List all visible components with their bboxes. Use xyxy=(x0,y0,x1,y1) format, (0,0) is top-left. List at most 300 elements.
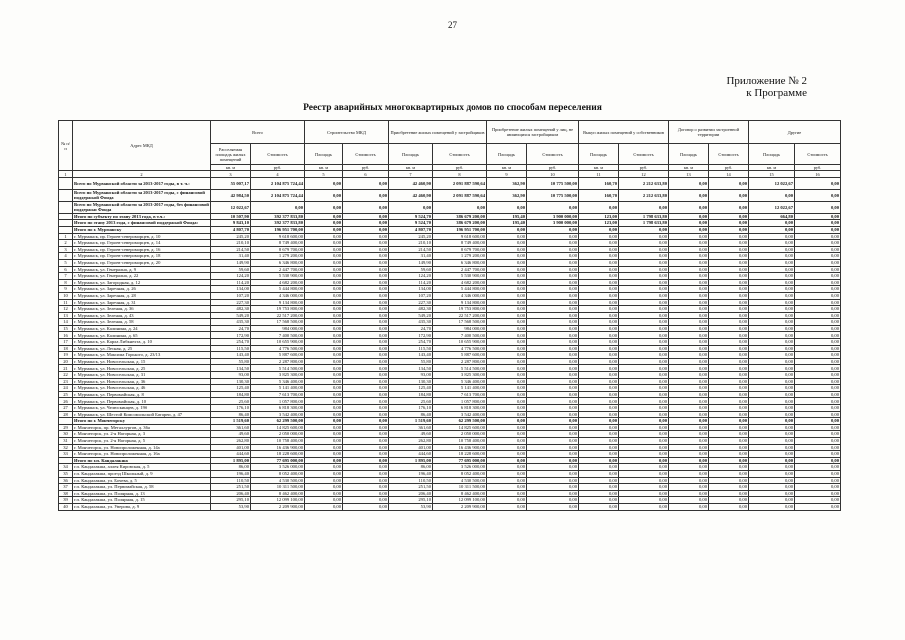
row-value: 0,00 xyxy=(527,266,579,273)
row-value: 392 377 833,80 xyxy=(251,220,305,227)
row-value: 0,00 xyxy=(619,273,669,280)
column-number: 9 xyxy=(487,171,527,177)
row-value: 0,00 xyxy=(305,220,343,227)
row-number: 4 xyxy=(59,253,73,260)
row-value: 0,00 xyxy=(749,266,795,273)
row-value: 4 776 500,00 xyxy=(251,345,305,352)
row-value: 0,00 xyxy=(709,352,749,359)
row-value: 0,00 xyxy=(619,253,669,260)
row-value: 0,00 xyxy=(579,345,619,352)
row-value: 0,00 xyxy=(709,332,749,339)
row-value: 93,00 xyxy=(389,372,433,379)
row-value: 0,00 xyxy=(527,464,579,471)
unit-cost: руб. xyxy=(709,165,749,171)
row-value: 0,00 xyxy=(487,358,527,365)
row-value: 0,00 xyxy=(487,418,527,425)
row-value: 196 951 700,00 xyxy=(251,226,305,233)
row-value: 24,70 xyxy=(211,325,251,332)
row-value: 134,00 xyxy=(211,286,251,293)
row-value: 0,00 xyxy=(619,279,669,286)
summary-row xyxy=(59,189,841,201)
row-number: 12 xyxy=(59,306,73,313)
row-value: 0,00 xyxy=(487,497,527,504)
row-value: 0,00 xyxy=(795,240,841,247)
row-value: 0,00 xyxy=(669,312,709,319)
row-value: 0,00 xyxy=(305,286,343,293)
row-value: 0,00 xyxy=(487,490,527,497)
row-value: 160,70 xyxy=(579,177,619,189)
row-number: 31 xyxy=(59,437,73,444)
row-value: 55 007,17 xyxy=(211,177,251,189)
table-row xyxy=(59,306,841,313)
table-row xyxy=(59,233,841,240)
row-value: 0,00 xyxy=(343,503,389,510)
row-value: 0,00 xyxy=(669,286,709,293)
row-value: 0,00 xyxy=(305,266,343,273)
row-value: 0,00 xyxy=(669,352,709,359)
row-value: 195,40 xyxy=(487,220,527,227)
row-value: 0,00 xyxy=(749,233,795,240)
row-value: 0,00 xyxy=(305,259,343,266)
row-value: 0,00 xyxy=(487,240,527,247)
row-value: 0,00 xyxy=(709,484,749,491)
row-value: 12 022,67 xyxy=(749,177,795,189)
row-value: 124,20 xyxy=(389,273,433,280)
row-value: 0,00 xyxy=(749,464,795,471)
row-value: 0,00 xyxy=(579,490,619,497)
row-value: 3 542 400,00 xyxy=(433,411,487,418)
row-value: 0,00 xyxy=(305,372,343,379)
row-value: 0,00 xyxy=(579,451,619,458)
row-value: 210,10 xyxy=(211,240,251,247)
row-value: 77 695 000,00 xyxy=(251,457,305,464)
row-value: 0,00 xyxy=(749,345,795,352)
row-value: 0,00 xyxy=(709,339,749,346)
row-address: г. Мончегорск, ул. 2-я Нагорная, д. 3 xyxy=(73,431,211,438)
row-value: 5 530 900,00 xyxy=(251,273,305,280)
row-value: 0,00 xyxy=(305,457,343,464)
row-address: г. Мурманск, ул. Первомайская, д. 10 xyxy=(73,398,211,405)
table-row xyxy=(59,490,841,497)
table-row xyxy=(59,253,841,260)
row-address: г.п. Кандалакша, ул. Полярная, д. 15 xyxy=(73,497,211,504)
row-value: 0,00 xyxy=(669,177,709,189)
row-number: 24 xyxy=(59,385,73,392)
row-value: 0,00 xyxy=(619,358,669,365)
row-value: 0,00 xyxy=(527,484,579,491)
column-number: 8 xyxy=(433,171,487,177)
row-value: 0,00 xyxy=(619,457,669,464)
col-cost: Стоимость xyxy=(709,144,749,165)
row-value: 3 526 000,00 xyxy=(433,464,487,471)
row-value: 0,00 xyxy=(795,306,841,313)
table-row xyxy=(59,385,841,392)
row-value: 245,20 xyxy=(211,233,251,240)
row-value: 0,00 xyxy=(527,332,579,339)
summary-row xyxy=(59,418,841,425)
row-value: 0,00 xyxy=(343,424,389,431)
row-value: 0,00 xyxy=(669,398,709,405)
row-value: 0,00 xyxy=(709,292,749,299)
row-value: 0,00 xyxy=(527,457,579,464)
row-value: 0,00 xyxy=(527,358,579,365)
table-row xyxy=(59,345,841,352)
row-value: 115,50 xyxy=(389,345,433,352)
row-value: 0,00 xyxy=(527,325,579,332)
row-value: 0,00 xyxy=(527,437,579,444)
row-number: 21 xyxy=(59,365,73,372)
row-value: 362,90 xyxy=(487,189,527,201)
row-value: 5 346 400,00 xyxy=(433,378,487,385)
row-value: 0,00 xyxy=(749,358,795,365)
table-row xyxy=(59,411,841,418)
row-value: 0,00 xyxy=(619,325,669,332)
row-value: 361,60 xyxy=(389,424,433,431)
unit-cost: руб. xyxy=(251,165,305,171)
row-number: 18 xyxy=(59,345,73,352)
row-address: г.п. Кандалакша, проезд Школьный, д. 9 xyxy=(73,470,211,477)
row-value: 0,00 xyxy=(487,385,527,392)
row-value: 10 775 500,00 xyxy=(527,189,579,201)
row-value: 0,00 xyxy=(305,319,343,326)
row-value: 392 377 833,80 xyxy=(251,213,305,220)
row-value: 0,00 xyxy=(305,405,343,412)
row-value: 0,00 xyxy=(749,253,795,260)
row-value: 6 346 800,00 xyxy=(433,259,487,266)
row-value: 0,00 xyxy=(527,240,579,247)
row-value: 0,00 xyxy=(709,411,749,418)
row-value: 0,00 xyxy=(619,477,669,484)
row-value: 0,00 xyxy=(669,299,709,306)
row-value: 0,00 xyxy=(579,286,619,293)
row-value: 0,00 xyxy=(343,201,389,213)
row-number: 2 xyxy=(59,240,73,247)
row-value: 0,00 xyxy=(487,259,527,266)
row-address: Итого по г. Мурманску xyxy=(73,226,211,233)
row-value: 0,00 xyxy=(343,189,389,201)
row-value: 0,00 xyxy=(305,385,343,392)
row-value: 0,00 xyxy=(669,259,709,266)
row-value: 0,00 xyxy=(749,378,795,385)
row-number xyxy=(59,220,73,227)
row-value: 0,00 xyxy=(669,332,709,339)
row-value: 0,00 xyxy=(251,201,305,213)
row-value: 184,80 xyxy=(211,391,251,398)
row-value: 0,00 xyxy=(305,325,343,332)
row-value: 0,00 xyxy=(795,484,841,491)
row-value: 0,00 xyxy=(749,451,795,458)
row-number: 35 xyxy=(59,470,73,477)
col-total-area: Расселяемая площадь жилых помещений xyxy=(211,144,251,165)
row-value: 386 679 200,00 xyxy=(433,213,487,220)
row-value: 107,20 xyxy=(211,292,251,299)
row-value: 0,00 xyxy=(619,385,669,392)
row-value: 2 050 000,00 xyxy=(433,431,487,438)
summary-row xyxy=(59,177,841,189)
row-value: 0,00 xyxy=(305,201,343,213)
row-value: 0,00 xyxy=(527,345,579,352)
row-value: 10 758 400,00 xyxy=(433,437,487,444)
row-value: 444,60 xyxy=(211,451,251,458)
row-value: 0,00 xyxy=(487,352,527,359)
row-value: 0,00 xyxy=(487,457,527,464)
row-value: 0,00 xyxy=(669,358,709,365)
row-value: 0,00 xyxy=(579,279,619,286)
row-value: 0,00 xyxy=(579,484,619,491)
row-value: 1 519,60 xyxy=(389,418,433,425)
row-number: 17 xyxy=(59,339,73,346)
row-value: 0,00 xyxy=(527,319,579,326)
row-address: г. Мурманск, ул. Зеленая, д. 58 xyxy=(73,319,211,326)
row-address: г.п. Кандалакша, ул. Полярная, д. 13 xyxy=(73,490,211,497)
row-value: 8 462 400,00 xyxy=(251,490,305,497)
row-value: 0,00 xyxy=(527,497,579,504)
row-value: 0,00 xyxy=(343,246,389,253)
row-value: 4 530 500,00 xyxy=(251,477,305,484)
row-address: г. Мурманск, ул. Калинина, д. 65 xyxy=(73,332,211,339)
row-value: 0,00 xyxy=(669,253,709,260)
row-value: 10 507,90 xyxy=(211,213,251,220)
row-value: 0,00 xyxy=(579,470,619,477)
row-value: 0,00 xyxy=(749,470,795,477)
row-value: 0,00 xyxy=(487,312,527,319)
row-value: 6 346 800,00 xyxy=(251,259,305,266)
row-value: 549,20 xyxy=(211,312,251,319)
row-value: 0,00 xyxy=(343,411,389,418)
row-value: 4 807,70 xyxy=(389,226,433,233)
row-value: 0,00 xyxy=(527,226,579,233)
row-value: 251,50 xyxy=(389,484,433,491)
row-value: 0,00 xyxy=(579,424,619,431)
unit-cost: руб. xyxy=(795,165,841,171)
row-value: 49,60 xyxy=(389,431,433,438)
row-value: 0,00 xyxy=(305,378,343,385)
row-value: 0,00 xyxy=(527,411,579,418)
row-value: 0,00 xyxy=(343,213,389,220)
row-value: 0,00 xyxy=(619,391,669,398)
group-construction: Строительство МКД xyxy=(305,121,389,144)
row-value: 0,00 xyxy=(669,319,709,326)
row-value: 0,00 xyxy=(579,411,619,418)
row-value: 0,00 xyxy=(343,273,389,280)
row-value: 149,90 xyxy=(211,259,251,266)
row-value: 0,00 xyxy=(669,497,709,504)
row-address: г.п. Кандалакша, аллея Кировская, д. 5 xyxy=(73,464,211,471)
row-value: 0,00 xyxy=(619,312,669,319)
row-address: Итого по этапу 2013 года, с финансовой поддержкой Фонда: xyxy=(73,220,211,227)
table-row xyxy=(59,325,841,332)
row-value: 0,00 xyxy=(527,306,579,313)
row-value: 25,60 xyxy=(389,398,433,405)
row-value: 124,20 xyxy=(211,273,251,280)
row-value: 0,00 xyxy=(343,345,389,352)
row-value: 0,00 xyxy=(527,339,579,346)
row-value: 53,90 xyxy=(389,503,433,510)
row-value: 245,20 xyxy=(389,233,433,240)
row-value: 6 818 300,00 xyxy=(433,405,487,412)
row-value: 0,00 xyxy=(487,477,527,484)
unit-area: кв. м xyxy=(749,165,795,171)
row-value: 0,00 xyxy=(669,418,709,425)
row-value: 0,00 xyxy=(669,378,709,385)
row-address: г. Мурманск, ул. Генерална, д. 22 xyxy=(73,273,211,280)
row-value: 0,00 xyxy=(527,503,579,510)
row-value: 62 299 500,00 xyxy=(433,418,487,425)
row-value: 184,80 xyxy=(389,391,433,398)
row-value: 0,00 xyxy=(305,398,343,405)
row-value: 0,00 xyxy=(795,477,841,484)
row-value: 0,00 xyxy=(305,424,343,431)
row-value: 0,00 xyxy=(487,405,527,412)
row-value: 22 517 200,00 xyxy=(251,312,305,319)
row-value: 1 519,60 xyxy=(211,418,251,425)
row-value: 0,00 xyxy=(343,220,389,227)
row-value: 0,00 xyxy=(669,189,709,201)
row-value: 0,00 xyxy=(709,189,749,201)
row-value: 0,00 xyxy=(527,246,579,253)
row-value: 2 091 887 590,64 xyxy=(433,189,487,201)
row-value: 14 825 600,00 xyxy=(251,424,305,431)
row-value: 0,00 xyxy=(305,292,343,299)
row-value: 12 099 100,00 xyxy=(433,497,487,504)
row-value: 0,00 xyxy=(579,352,619,359)
row-value: 0,00 xyxy=(619,405,669,412)
row-value: 0,00 xyxy=(527,259,579,266)
row-value: 0,00 xyxy=(619,201,669,213)
row-value: 0,00 xyxy=(795,418,841,425)
row-address: г. Мурманск, ул. Новосельская, д. 31 xyxy=(73,372,211,379)
row-value: 110,50 xyxy=(211,477,251,484)
row-value: 0,00 xyxy=(669,424,709,431)
row-value: 1 279 200,00 xyxy=(251,253,305,260)
row-value: 0,00 xyxy=(749,273,795,280)
row-value: 0,00 xyxy=(795,345,841,352)
row-value: 0,00 xyxy=(709,220,749,227)
row-value: 0,00 xyxy=(749,352,795,359)
row-value: 55,80 xyxy=(389,358,433,365)
row-value: 0,00 xyxy=(669,411,709,418)
row-value: 0,00 xyxy=(749,418,795,425)
row-value: 0,00 xyxy=(709,470,749,477)
row-value: 214,50 xyxy=(389,246,433,253)
row-value: 0,00 xyxy=(619,398,669,405)
row-value: 0,00 xyxy=(487,424,527,431)
row-value: 0,00 xyxy=(619,292,669,299)
row-value: 0,00 xyxy=(487,233,527,240)
row-value: 115,50 xyxy=(211,345,251,352)
row-value: 0,00 xyxy=(619,345,669,352)
row-value: 0,00 xyxy=(305,246,343,253)
row-value: 0,00 xyxy=(343,312,389,319)
row-value: 8 679 700,00 xyxy=(251,246,305,253)
row-value: 0,00 xyxy=(579,385,619,392)
row-value: 0,00 xyxy=(305,177,343,189)
row-value: 206,40 xyxy=(389,490,433,497)
row-value: 0,00 xyxy=(669,339,709,346)
row-value: 8 749 400,00 xyxy=(433,240,487,247)
row-value: 0,00 xyxy=(795,372,841,379)
row-value: 0,00 xyxy=(579,358,619,365)
row-value: 210,10 xyxy=(389,240,433,247)
row-value: 0,00 xyxy=(579,292,619,299)
row-number: 39 xyxy=(59,497,73,504)
row-address: г. Мончегорск, ул. 2-я Нагорная, д. 5 xyxy=(73,437,211,444)
row-value: 0,00 xyxy=(579,233,619,240)
row-value: 0,00 xyxy=(487,279,527,286)
row-value: 0,00 xyxy=(619,444,669,451)
row-value: 0,00 xyxy=(619,372,669,379)
row-value: 0,00 xyxy=(579,398,619,405)
row-value: 0,00 xyxy=(305,332,343,339)
row-address: г. Мурманск, пр. Героев-североморцев, д. 20 xyxy=(73,259,211,266)
row-value: 125,40 xyxy=(389,385,433,392)
row-value: 3 825 300,00 xyxy=(251,372,305,379)
row-number: 23 xyxy=(59,378,73,385)
row-value: 0,00 xyxy=(749,411,795,418)
table-row xyxy=(59,358,841,365)
row-value: 0,00 xyxy=(343,332,389,339)
row-value: 0,00 xyxy=(343,385,389,392)
row-number: 34 xyxy=(59,464,73,471)
row-value: 134,50 xyxy=(211,365,251,372)
row-value: 0,00 xyxy=(709,437,749,444)
row-value: 31,40 xyxy=(211,253,251,260)
column-number: 5 xyxy=(305,171,343,177)
row-value: 0,00 xyxy=(527,451,579,458)
row-number: 30 xyxy=(59,431,73,438)
row-value: 0,00 xyxy=(389,201,433,213)
row-value: 482,30 xyxy=(389,306,433,313)
row-value: 0,00 xyxy=(795,464,841,471)
row-value: 0,00 xyxy=(709,378,749,385)
row-value: 125,40 xyxy=(211,385,251,392)
table-row xyxy=(59,372,841,379)
row-value: 0,00 xyxy=(795,437,841,444)
row-value: 0,00 xyxy=(709,259,749,266)
row-number: 29 xyxy=(59,424,73,431)
row-value: 86,40 xyxy=(211,411,251,418)
row-address: г. Мурманск, ул. Карла Либкнехта, д. 10 xyxy=(73,339,211,346)
row-value: 5 141 400,00 xyxy=(251,385,305,392)
group-purchase-developers: Приобретение жилых помещений у застройщиков xyxy=(389,121,487,144)
row-value: 0,00 xyxy=(795,266,841,273)
row-value: 0,00 xyxy=(487,226,527,233)
row-value: 0,00 xyxy=(669,266,709,273)
summary-row xyxy=(59,201,841,213)
row-value: 0,00 xyxy=(487,464,527,471)
table-row xyxy=(59,444,841,451)
row-value: 0,00 xyxy=(487,398,527,405)
row-value: 0,00 xyxy=(795,332,841,339)
row-value: 1 057 800,00 xyxy=(251,398,305,405)
row-address: г. Мурманск, ул. Лесная, д. 25 xyxy=(73,345,211,352)
summary-row xyxy=(59,457,841,464)
row-value: 9 618 600,00 xyxy=(433,233,487,240)
row-value: 0,00 xyxy=(343,431,389,438)
row-value: 0,00 xyxy=(579,477,619,484)
row-value: 0,00 xyxy=(343,457,389,464)
row-value: 984 000,00 xyxy=(433,325,487,332)
row-value: 195,40 xyxy=(487,213,527,220)
row-value: 0,00 xyxy=(619,319,669,326)
column-number: 10 xyxy=(527,171,579,177)
row-value: 0,00 xyxy=(709,201,749,213)
row-value: 0,00 xyxy=(749,339,795,346)
row-number: 11 xyxy=(59,299,73,306)
table-row xyxy=(59,352,841,359)
row-value: 0,00 xyxy=(487,345,527,352)
table-row xyxy=(59,286,841,293)
